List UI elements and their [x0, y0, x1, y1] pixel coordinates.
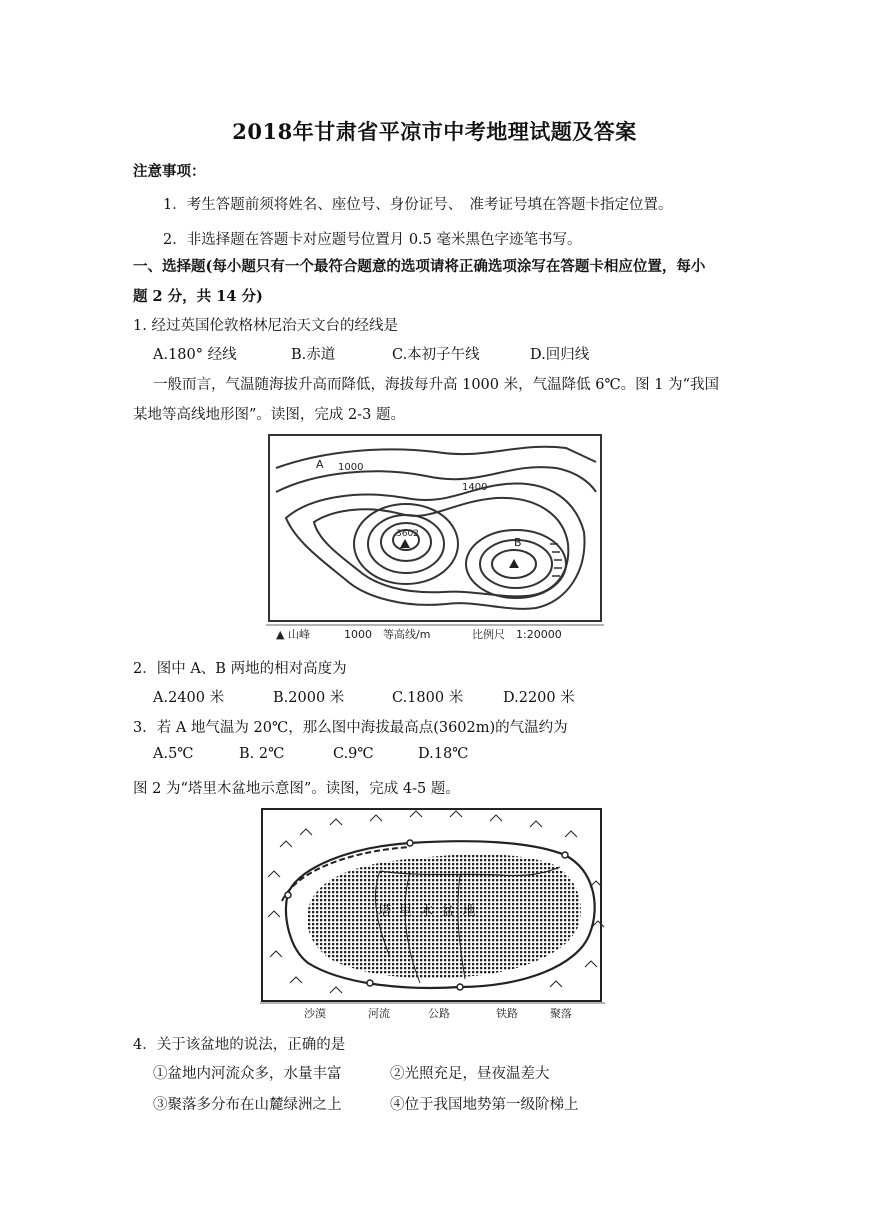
contour-line [314, 498, 568, 596]
label-1400: 1400 [462, 482, 488, 493]
basin-label: 塔 里 木 盆 地 [378, 904, 478, 919]
question-3-stem: 3．若 A 地气温为 20℃，那么图中海拔最高点(3602m)的气温约为 [133, 720, 568, 736]
legend-settlement: 聚落 [550, 1007, 572, 1020]
legend-peak: ▲ 山峰 [276, 628, 310, 641]
question-1-stem: 1. 经过英国伦敦格林尼治天文台的经线是 [133, 318, 398, 334]
question-2-option-c: C.1800 米 [392, 690, 464, 706]
question-3-option-a: A.5℃ [153, 746, 194, 762]
question-3-option-c: C.9℃ [333, 746, 374, 762]
question-1-option-b: B.赤道 [291, 347, 336, 363]
label-1000: 1000 [338, 462, 364, 473]
notice-heading: 注意事项： [133, 163, 206, 180]
label-a: A [316, 458, 324, 471]
legend-scale: 比例尺 1:20000 [472, 628, 562, 641]
label-3602: 3602 [396, 529, 419, 539]
figure-2-basin-map [260, 807, 605, 1021]
label-b: B [514, 536, 522, 549]
intro-2: 图 2 为“塔里木盆地示意图”。读图，完成 4-5 题。 [133, 781, 460, 797]
legend-desert: 沙漠 [304, 1007, 326, 1020]
section-heading-line2: 题 2 分，共 14 分) [133, 288, 263, 305]
notice-item-1: 1．考生答题前须将姓名、座位号、身份证号、 准考证号填在答题卡指定位置。 [163, 197, 673, 213]
settlement [285, 892, 291, 898]
question-3-option-d: D.18℃ [418, 746, 469, 762]
settlement [407, 840, 413, 846]
legend-contour: 1000 等高线/m [344, 628, 431, 641]
question-1-option-c: C.本初子午线 [392, 347, 480, 363]
question-2-option-a: A.2400 米 [153, 690, 225, 706]
question-1-option-d: D.回归线 [530, 347, 590, 363]
intro-1-line2: 某地等高线地形图”。读图，完成 2-3 题。 [133, 407, 405, 423]
question-4-stem: 4．关于该盆地的说法，正确的是 [133, 1037, 346, 1053]
settlement [457, 984, 463, 990]
question-2-option-b: B.2000 米 [273, 690, 345, 706]
notice-item-2: 2．非选择题在答题卡对应题号位置月 0.5 毫米黑色字迹笔书写。 [163, 232, 582, 248]
question-4-option-3: ③聚落多分布在山麓绿洲之上 [153, 1097, 342, 1113]
intro-1-line1: 一般而言，气温随海拔升高而降低，海拔每升高 1000 米，气温降低 6℃。图 1 为“我国 [153, 377, 720, 393]
legend-highway: 公路 [428, 1007, 450, 1020]
question-2-option-d: D.2200 米 [503, 690, 575, 706]
question-1-option-a: A.180° 经线 [153, 347, 237, 363]
question-4-option-2: ②光照充足，昼夜温差大 [390, 1066, 550, 1082]
question-2-stem: 2．图中 A、B 两地的相对高度为 [133, 661, 347, 677]
question-4-option-4: ④位于我国地势第一级阶梯上 [390, 1097, 579, 1113]
settlement [562, 852, 568, 858]
peak-triangle-2 [509, 559, 519, 568]
question-4-option-1: ①盆地内河流众多，水量丰富 [153, 1066, 342, 1082]
question-3-option-b: B. 2℃ [239, 746, 285, 762]
legend-river: 河流 [368, 1007, 390, 1020]
section-heading-line1: 一、选择题(每小题只有一个最符合题意的选项请将正确选项涂写在答题卡相应位置，每小 [133, 258, 706, 275]
legend-railway: 铁路 [496, 1007, 518, 1020]
figure-1-contour-map [266, 432, 604, 644]
settlement [367, 980, 373, 986]
contour-line [276, 447, 596, 468]
page-title: 2018年甘肃省平凉市中考地理试题及答案 [232, 119, 637, 144]
peak-triangle-1 [400, 539, 410, 548]
